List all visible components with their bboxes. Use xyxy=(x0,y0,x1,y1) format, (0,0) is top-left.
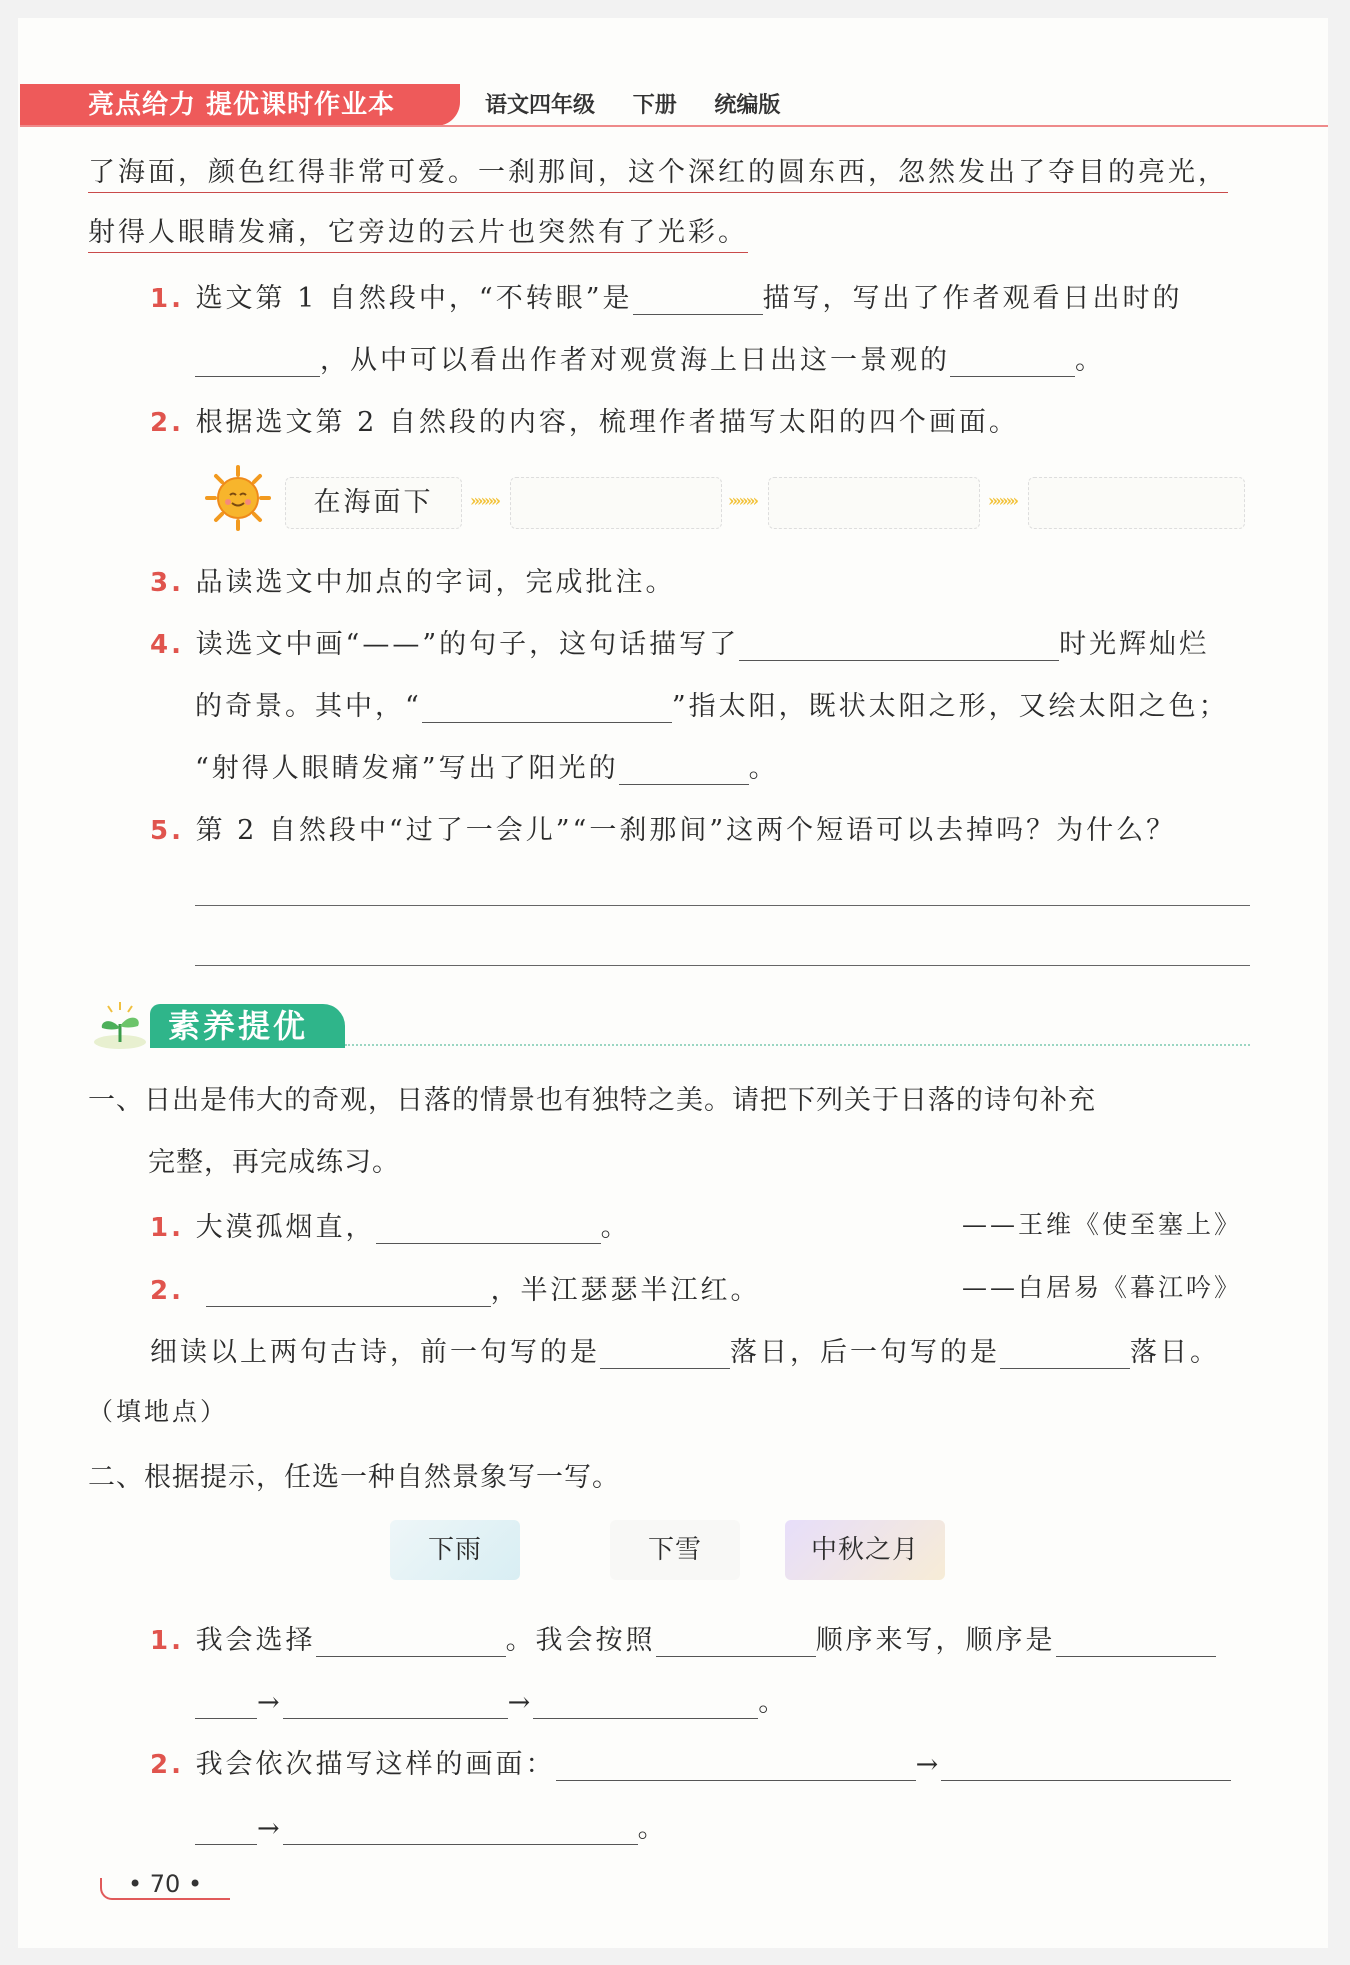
writing-question-1-cont: → → 。 xyxy=(195,1680,788,1719)
header-divider xyxy=(20,125,1328,127)
poem-1-source: ——王维《使至塞上》 xyxy=(962,1210,1243,1239)
poem-2-blank[interactable] xyxy=(206,1306,491,1307)
section-title: 素养提优 xyxy=(150,1004,345,1048)
arrow-icon: → xyxy=(257,1687,283,1718)
q5-answer-line-2[interactable] xyxy=(195,965,1250,966)
arrow-icon: → xyxy=(915,1749,942,1780)
w2-blank-4[interactable] xyxy=(283,1844,638,1845)
sprout-icon xyxy=(90,1000,150,1054)
sun-icon xyxy=(205,465,271,535)
sun-stage-1: 在海面下 xyxy=(285,477,462,529)
w1-blank-seq-2[interactable] xyxy=(195,1718,257,1719)
sun-stage-2-blank[interactable] xyxy=(510,477,722,529)
poem-1: 1. 大漠孤烟直， 。 xyxy=(150,1212,631,1243)
writing-question-2-cont: → 。 xyxy=(195,1806,668,1845)
q1-blank-1[interactable] xyxy=(633,314,763,315)
question-2: 2. 根据选文第 2 自然段的内容，梳理作者描写太阳的四个画面。 xyxy=(150,407,1019,438)
q1-blank-3[interactable] xyxy=(950,376,1075,377)
sun-stage-3-blank[interactable] xyxy=(768,477,980,529)
passage-line-1: 了海面，颜色红得非常可爱。一刹那间，这个深红的圆东西，忽然发出了夺目的亮光， xyxy=(88,150,1228,189)
question-3: 3. 品读选文中加点的字词，完成批注。 xyxy=(150,567,676,598)
passage-line-2: 射得人眼睛发痛，它旁边的云片也突然有了光彩。 xyxy=(88,210,748,249)
scene-rain: 下雨 xyxy=(390,1520,520,1580)
w2-blank-1[interactable] xyxy=(556,1780,916,1781)
w1-blank-choice[interactable] xyxy=(316,1656,506,1657)
part-1-instruction-2: 完整，再完成练习。 xyxy=(148,1147,400,1178)
header-info xyxy=(485,88,810,119)
header-volume: 下册 xyxy=(632,93,677,118)
scene-snow: 下雪 xyxy=(610,1520,740,1580)
arrow-icon: → xyxy=(507,1687,534,1718)
part-1-instruction-1: 一、日出是伟大的奇观，日落的情景也有独特之美。请把下列关于日落的诗句补充 xyxy=(88,1085,1096,1116)
w1-blank-seq-4[interactable] xyxy=(533,1718,758,1719)
q5-answer-line-1[interactable] xyxy=(195,905,1250,906)
w2-blank-2[interactable] xyxy=(941,1780,1231,1781)
poem-1-blank[interactable] xyxy=(376,1243,601,1244)
question-5: 5. 第 2 自然段中“过了一会儿”“一刹那间”这两个短语可以去掉吗？为什么？ xyxy=(150,815,1177,846)
scene-mid-autumn-moon: 中秋之月 xyxy=(785,1520,945,1580)
question-4-cont-1: 的奇景。其中，“ ”指太阳，既状太阳之形，又绘太阳之色； xyxy=(195,691,1229,722)
reading-note: （填地点） xyxy=(88,1397,229,1426)
w1-blank-order[interactable] xyxy=(656,1656,816,1657)
reading-blank-2[interactable] xyxy=(1000,1368,1130,1369)
reading-blank-1[interactable] xyxy=(600,1368,730,1369)
question-4: 4. 读选文中画“——”的句子，这句话描写了 时光辉灿烂 xyxy=(150,629,1210,660)
q1-blank-2[interactable] xyxy=(195,376,320,377)
header-brand: 亮点给力 提优课时作业本 xyxy=(20,84,460,126)
reading-question: 细读以上两句古诗，前一句写的是 落日，后一句写的是 落日。 xyxy=(150,1337,1220,1368)
arrow-icon: → xyxy=(257,1813,283,1844)
chevron-icon-1: »»»» xyxy=(470,491,498,510)
chevron-icon-2: »»»» xyxy=(728,491,756,510)
section-divider xyxy=(345,1044,1250,1046)
q4-blank-3[interactable] xyxy=(619,784,749,785)
writing-question-1: 1. 我会选择 。我会按照 顺序来写，顺序是 xyxy=(150,1618,1216,1657)
w2-blank-3[interactable] xyxy=(195,1844,257,1845)
poem-2: 2. ，半江瑟瑟半江红。 xyxy=(150,1275,761,1306)
q4-blank-2[interactable] xyxy=(422,722,672,723)
question-1: 1. 选文第 1 自然段中，“不转眼”是 描写，写出了作者观看日出时的 xyxy=(150,283,1183,314)
part-2-instruction: 二、根据提示，任选一种自然景象写一写。 xyxy=(88,1462,620,1493)
q4-blank-1[interactable] xyxy=(739,660,1059,661)
chevron-icon-3: »»»» xyxy=(988,491,1016,510)
writing-question-2: 2. 我会依次描写这样的画面： → xyxy=(150,1742,1231,1781)
question-4-cont-2: “射得人眼睛发痛”写出了阳光的 。 xyxy=(195,753,779,784)
w1-blank-seq-1[interactable] xyxy=(1056,1656,1216,1657)
poem-2-source: ——白居易《暮江吟》 xyxy=(962,1273,1243,1302)
page-number: • 70 • xyxy=(128,1870,203,1898)
header-edition: 统编版 xyxy=(714,93,781,118)
question-1-cont: ，从中可以看出作者对观赏海上日出这一景观的 。 xyxy=(195,338,1105,377)
sun-stage-4-blank[interactable] xyxy=(1028,477,1245,529)
header-subject: 语文四年级 xyxy=(485,93,596,118)
w1-blank-seq-3[interactable] xyxy=(283,1718,508,1719)
